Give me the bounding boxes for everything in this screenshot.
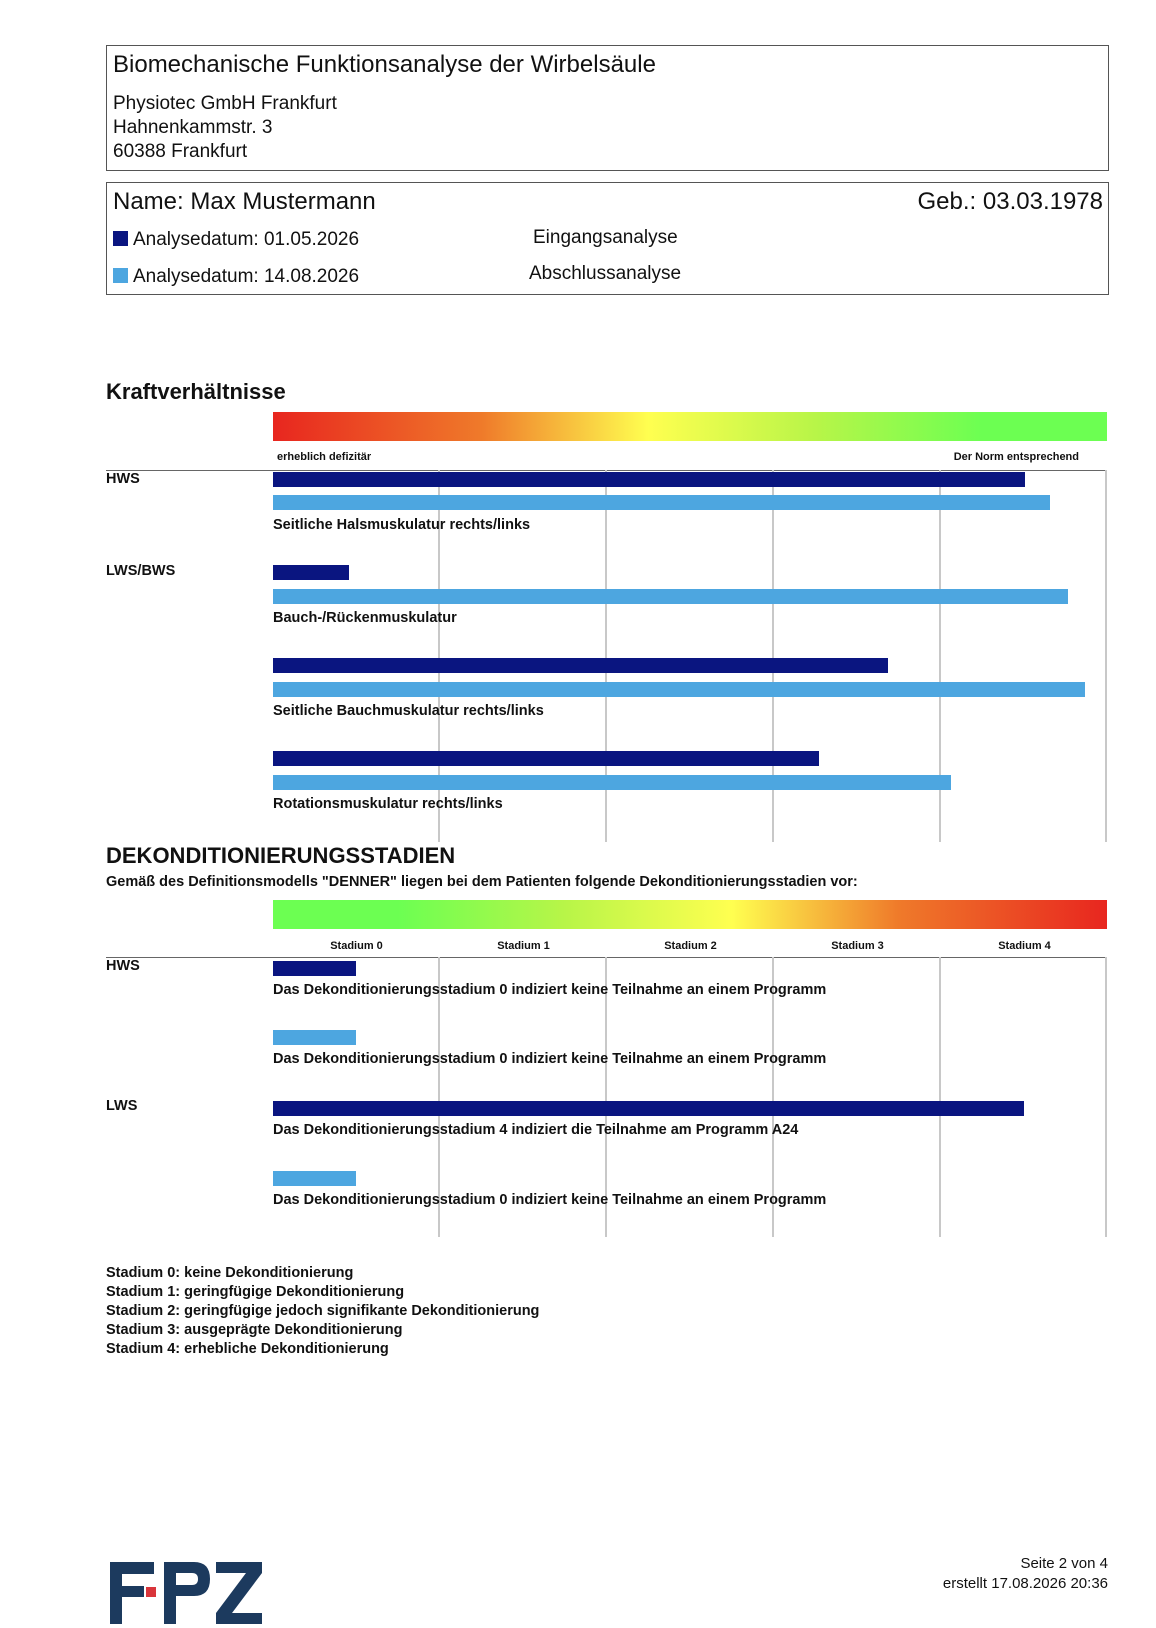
stage-legend-item: Stadium 2: geringfügige jedoch signifikante Dekonditionierung: [106, 1303, 540, 1319]
stage-legend-item: Stadium 0: keine Dekonditionierung: [106, 1265, 354, 1281]
kraft-scale-left-label: erheblich defizitär: [277, 451, 372, 463]
dekond-row-text: Das Dekonditionierungsstadium 0 indiziert keine Teilnahme an einem Programm: [273, 1192, 827, 1208]
kraft-side-label: HWS: [106, 471, 140, 487]
analysis2-type: Abschlussanalyse: [529, 263, 682, 284]
dekond-section-title: DEKONDITIONIERUNGSSTADIEN: [106, 843, 456, 868]
stage-label: Stadium 3: [831, 940, 884, 952]
kraft-bar-abschluss: [273, 495, 1050, 510]
patient-name: Name: Max Mustermann: [113, 188, 376, 215]
stage-label: Stadium 4: [998, 940, 1051, 952]
dekond-gridline: [939, 957, 941, 1237]
dekond-subtitle: Gemäß des Definitionsmodells "DENNER" liegen bei dem Patienten folgende Dekonditionierungsstadien vor:: [106, 874, 858, 890]
kraft-color-scale: [273, 412, 1107, 441]
kraft-bar-eingang: [273, 751, 819, 766]
analysis1-swatch: [113, 231, 128, 246]
dekond-row-text: Das Dekonditionierungsstadium 4 indiziert die Teilnahme am Programm A24: [273, 1122, 799, 1138]
dekond-bar-eingang: [273, 961, 356, 976]
kraft-bar-abschluss: [273, 775, 951, 790]
stage-legend-item: Stadium 4: erhebliche Dekonditionierung: [106, 1341, 389, 1357]
company-street: Hahnenkammstr. 3: [113, 117, 273, 138]
dekond-row-text: Das Dekonditionierungsstadium 0 indiziert keine Teilnahme an einem Programm: [273, 1051, 827, 1067]
kraft-bar-eingang: [273, 472, 1025, 487]
kraft-scale-right-label: Der Norm entsprechend: [953, 451, 1079, 463]
stage-legend-item: Stadium 1: geringfügige Dekonditionierung: [106, 1284, 405, 1300]
kraft-bar-label: Seitliche Halsmuskulatur rechts/links: [273, 517, 531, 533]
kraft-bar-eingang: [273, 658, 888, 673]
company-city: 60388 Frankfurt: [113, 141, 248, 162]
kraft-gridline: [1105, 470, 1107, 842]
company-name: Physiotec GmbH Frankfurt: [113, 93, 337, 114]
analysis2-swatch: [113, 268, 128, 283]
kraft-bar-label: Rotationsmuskulatur rechts/links: [273, 796, 503, 812]
kraft-bar-label: Bauch-/Rückenmuskulatur: [273, 610, 457, 626]
created-timestamp: erstellt 17.08.2026 20:36: [942, 1575, 1108, 1592]
dekond-bar-abschluss: [273, 1171, 356, 1186]
patient-birthdate: Geb.: 03.03.1978: [917, 188, 1103, 215]
dekond-gridline: [1105, 957, 1107, 1237]
dekond-color-scale: [273, 900, 1107, 929]
kraft-bar-label: Seitliche Bauchmuskulatur rechts/links: [273, 703, 544, 719]
analysis2-date: Analysedatum: 14.08.2026: [133, 266, 360, 287]
fpz-logo: [110, 1562, 262, 1624]
dekond-bar-abschluss: [273, 1030, 356, 1045]
stage-label: Stadium 0: [330, 940, 383, 952]
kraft-bar-abschluss: [273, 589, 1068, 604]
dekond-bar-eingang: [273, 1101, 1024, 1116]
stage-legend-item: Stadium 3: ausgeprägte Dekonditionierung: [106, 1322, 403, 1338]
dekond-side-label: LWS: [106, 1098, 138, 1114]
stage-label: Stadium 2: [664, 940, 717, 952]
report-title: Biomechanische Funktionsanalyse der Wirbelsäule: [113, 51, 656, 78]
kraft-side-label: LWS/BWS: [106, 563, 176, 579]
analysis1-type: Eingangsanalyse: [533, 227, 678, 248]
stage-legend: [106, 1264, 539, 1359]
stage-label: Stadium 1: [497, 940, 550, 952]
kraft-bar-abschluss: [273, 682, 1085, 697]
page-number: Seite 2 von 4: [1020, 1555, 1108, 1572]
kraft-bar-eingang: [273, 565, 349, 580]
dekond-side-label: HWS: [106, 958, 140, 974]
analysis1-date: Analysedatum: 01.05.2026: [133, 229, 360, 250]
kraft-section-title: Kraftverhältnisse: [106, 379, 286, 404]
dekond-row-text: Das Dekonditionierungsstadium 0 indiziert keine Teilnahme an einem Programm: [273, 982, 827, 998]
